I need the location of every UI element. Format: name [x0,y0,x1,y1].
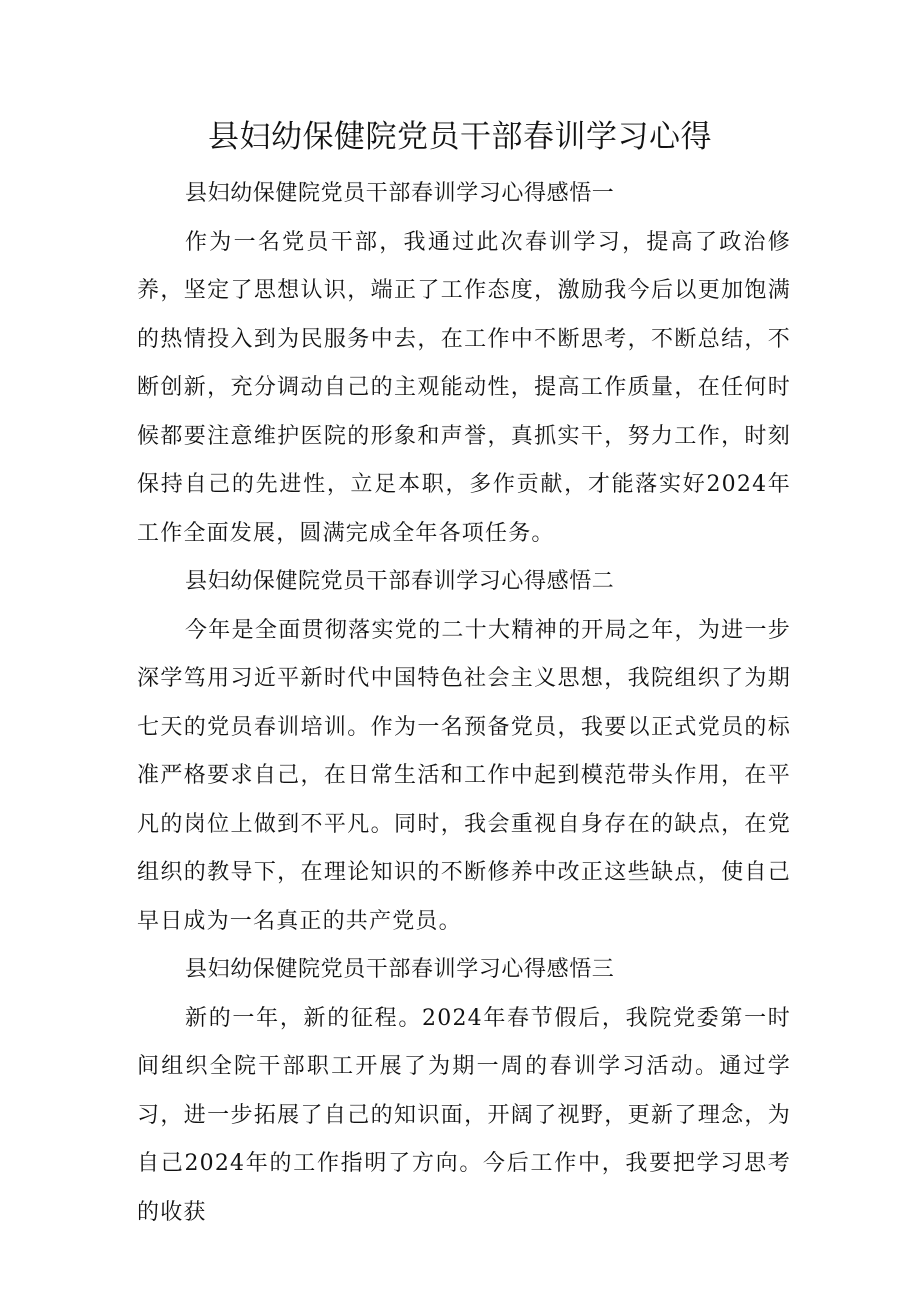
section-3-heading: 县妇幼保健院党员干部春训学习心得感悟三 [185,957,615,982]
section-2-paragraph: 今年是全面贯彻落实党的二十大精神的开局之年，为进一步深学笃用习近平新时代中国特色社会主义思想，我院组织了为期七天的党员春训培训。作为一名预备党员，我要以正式党员的标准严格要求自己，在日常生活和工作中起到模范带头作用，在平凡的岗位上做到不平凡。同时，我会重视自身存在的缺点，在党组织的教导下，在理论知识的不断修养中改正这些缺点，使自己早日成为一名真正的共产党员。 [137,617,791,934]
section-3-paragraph: 新的一年，新的征程。2024年春节假后，我院党委第一时间组织全院干部职工开展了为期一周的春训学习活动。通过学习，进一步拓展了自己的知识面，开阔了视野，更新了理念，为自己2024年的工作指明了方向。今后工作中，我要把学习思考的收获 [137,1005,791,1225]
section-2-heading: 县妇幼保健院党员干部春训学习心得感悟二 [185,569,615,594]
section-1-heading: 县妇幼保健院党员干部春训学习心得感悟一 [185,181,615,206]
section-1-paragraph: 作为一名党员干部，我通过此次春训学习，提高了政治修养，坚定了思想认识，端正了工作态度，激励我今后以更加饱满的热情投入到为民服务中去，在工作中不断思考，不断总结，不断创新，充分调动自己的主观能动性，提高工作质量，在任何时候都要注意维护医院的形象和声誉，真抓实干，努力工作，时刻保持自己的先进性，立足本职，多作贡献，才能落实好2024年工作全面发展，圆满完成全年各项任务。 [137,229,791,546]
document-body [137,170,791,1237]
document-title: 县妇幼保健院党员干部春训学习心得 [208,119,712,155]
